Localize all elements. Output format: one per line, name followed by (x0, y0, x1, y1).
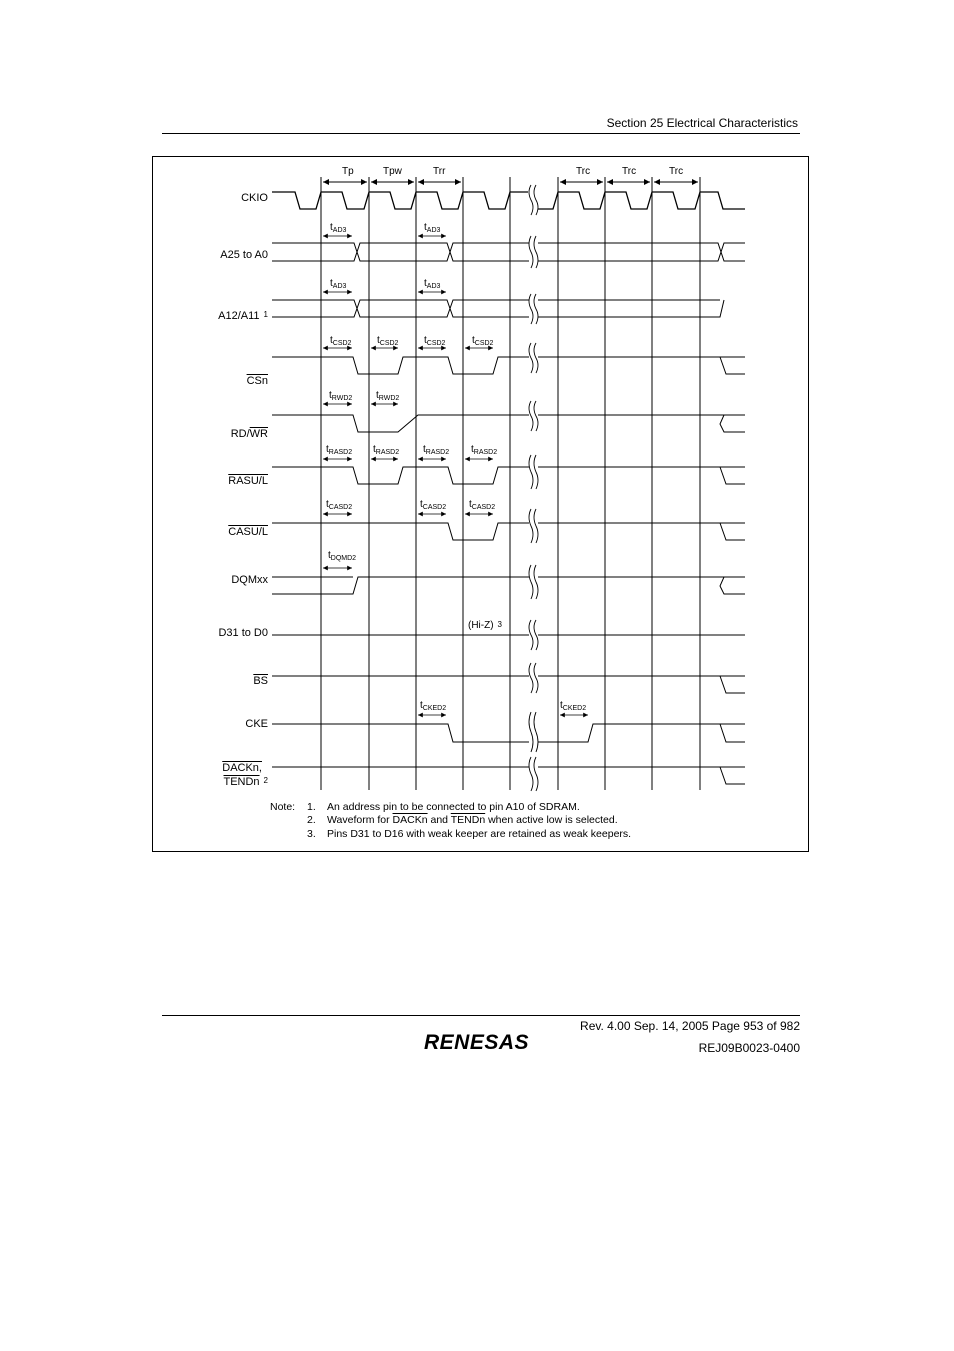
note-2: 2. Waveform for DACKn and TENDn when active low is selected. (307, 814, 618, 827)
timing-label: $t_{RASD2}$ (326, 444, 353, 456)
signal-rd-wr: $RD/\overline{WR}$ (230, 428, 268, 440)
signal-address: A25 to A0 (220, 249, 268, 261)
signal-tendn: TENDn $^2$ (223, 776, 268, 788)
signal-casu: CASU/L (228, 526, 268, 538)
timing-label: $t_{CKED2}$ (560, 700, 587, 712)
timing-label: $t_{RWD2}$ (376, 390, 400, 402)
timing-label: $t_{AD3}$ (424, 222, 441, 234)
phase-label: Tpw (383, 166, 402, 177)
renesas-logo (424, 1030, 544, 1052)
timing-label: $t_{RWD2}$ (329, 390, 353, 402)
timing-label: $t_{CASD2}$ (469, 499, 496, 511)
note-1: Note: 1. An address pin to be connected to pin A10 of SDRAM. (270, 801, 580, 813)
timing-label: $t_{CSD2}$ (424, 335, 446, 347)
note-3: 3. Pins D31 to D16 with weak keeper are retained as weak keepers. (307, 827, 632, 840)
timing-label: $t_{CSD2}$ (472, 335, 494, 347)
timing-label: $t_{AD3}$ (424, 278, 441, 290)
timing-label: $t_{RASD2}$ (423, 444, 450, 456)
timing-label: $t_{RASD2}$ (471, 444, 498, 456)
signal-dqm: DQMxx (231, 574, 268, 586)
phase-label: Tp (342, 166, 354, 177)
signal-bs: $\overline{BS}$ (253, 675, 268, 687)
phase-label: Trc (576, 166, 591, 177)
signal-ckio: CKIO (241, 192, 268, 204)
signal-cke: CKE (245, 718, 268, 730)
signal-rasu: RASU/L (228, 475, 268, 487)
signal-data: D31 to D0 (218, 627, 268, 639)
phase-label: Trc (669, 166, 684, 177)
timing-label: $t_{CSD2}$ (377, 335, 399, 347)
timing-label: $t_{DQMD2}$ (328, 550, 357, 562)
diagram-notes (270, 801, 631, 841)
document-number: REJ09B0023-0400 (698, 1041, 800, 1055)
signal-dackn: DACKn, (222, 762, 262, 774)
timing-label: $t_{RASD2}$ (373, 444, 400, 456)
svg-text:RENESAS: RENESAS (424, 1031, 530, 1052)
signal-a12-a11: A12/A11 $^1$ (218, 310, 268, 322)
hi-z-label: (Hi-Z) $^3$ (468, 620, 502, 631)
section-header: Section 25 Electrical Characteristics (606, 116, 798, 130)
timing-label: $t_{AD3}$ (330, 278, 347, 290)
phase-label: Trc (622, 166, 637, 177)
timing-label: $t_{CASD2}$ (326, 499, 353, 511)
timing-label: $t_{CKED2}$ (420, 700, 447, 712)
time-break-markers (529, 185, 538, 791)
timing-label: $t_{CASD2}$ (420, 499, 447, 511)
timing-label: $t_{CSD2}$ (330, 335, 352, 347)
footer-rule (162, 1015, 800, 1016)
phase-label: Trr (433, 166, 446, 177)
revision-text: Rev. 4.00 Sep. 14, 2005 Page 953 of 982 (580, 1019, 800, 1033)
signal-csn: $\overline{CSn}$ (246, 375, 268, 387)
timing-label: $t_{AD3}$ (330, 222, 347, 234)
